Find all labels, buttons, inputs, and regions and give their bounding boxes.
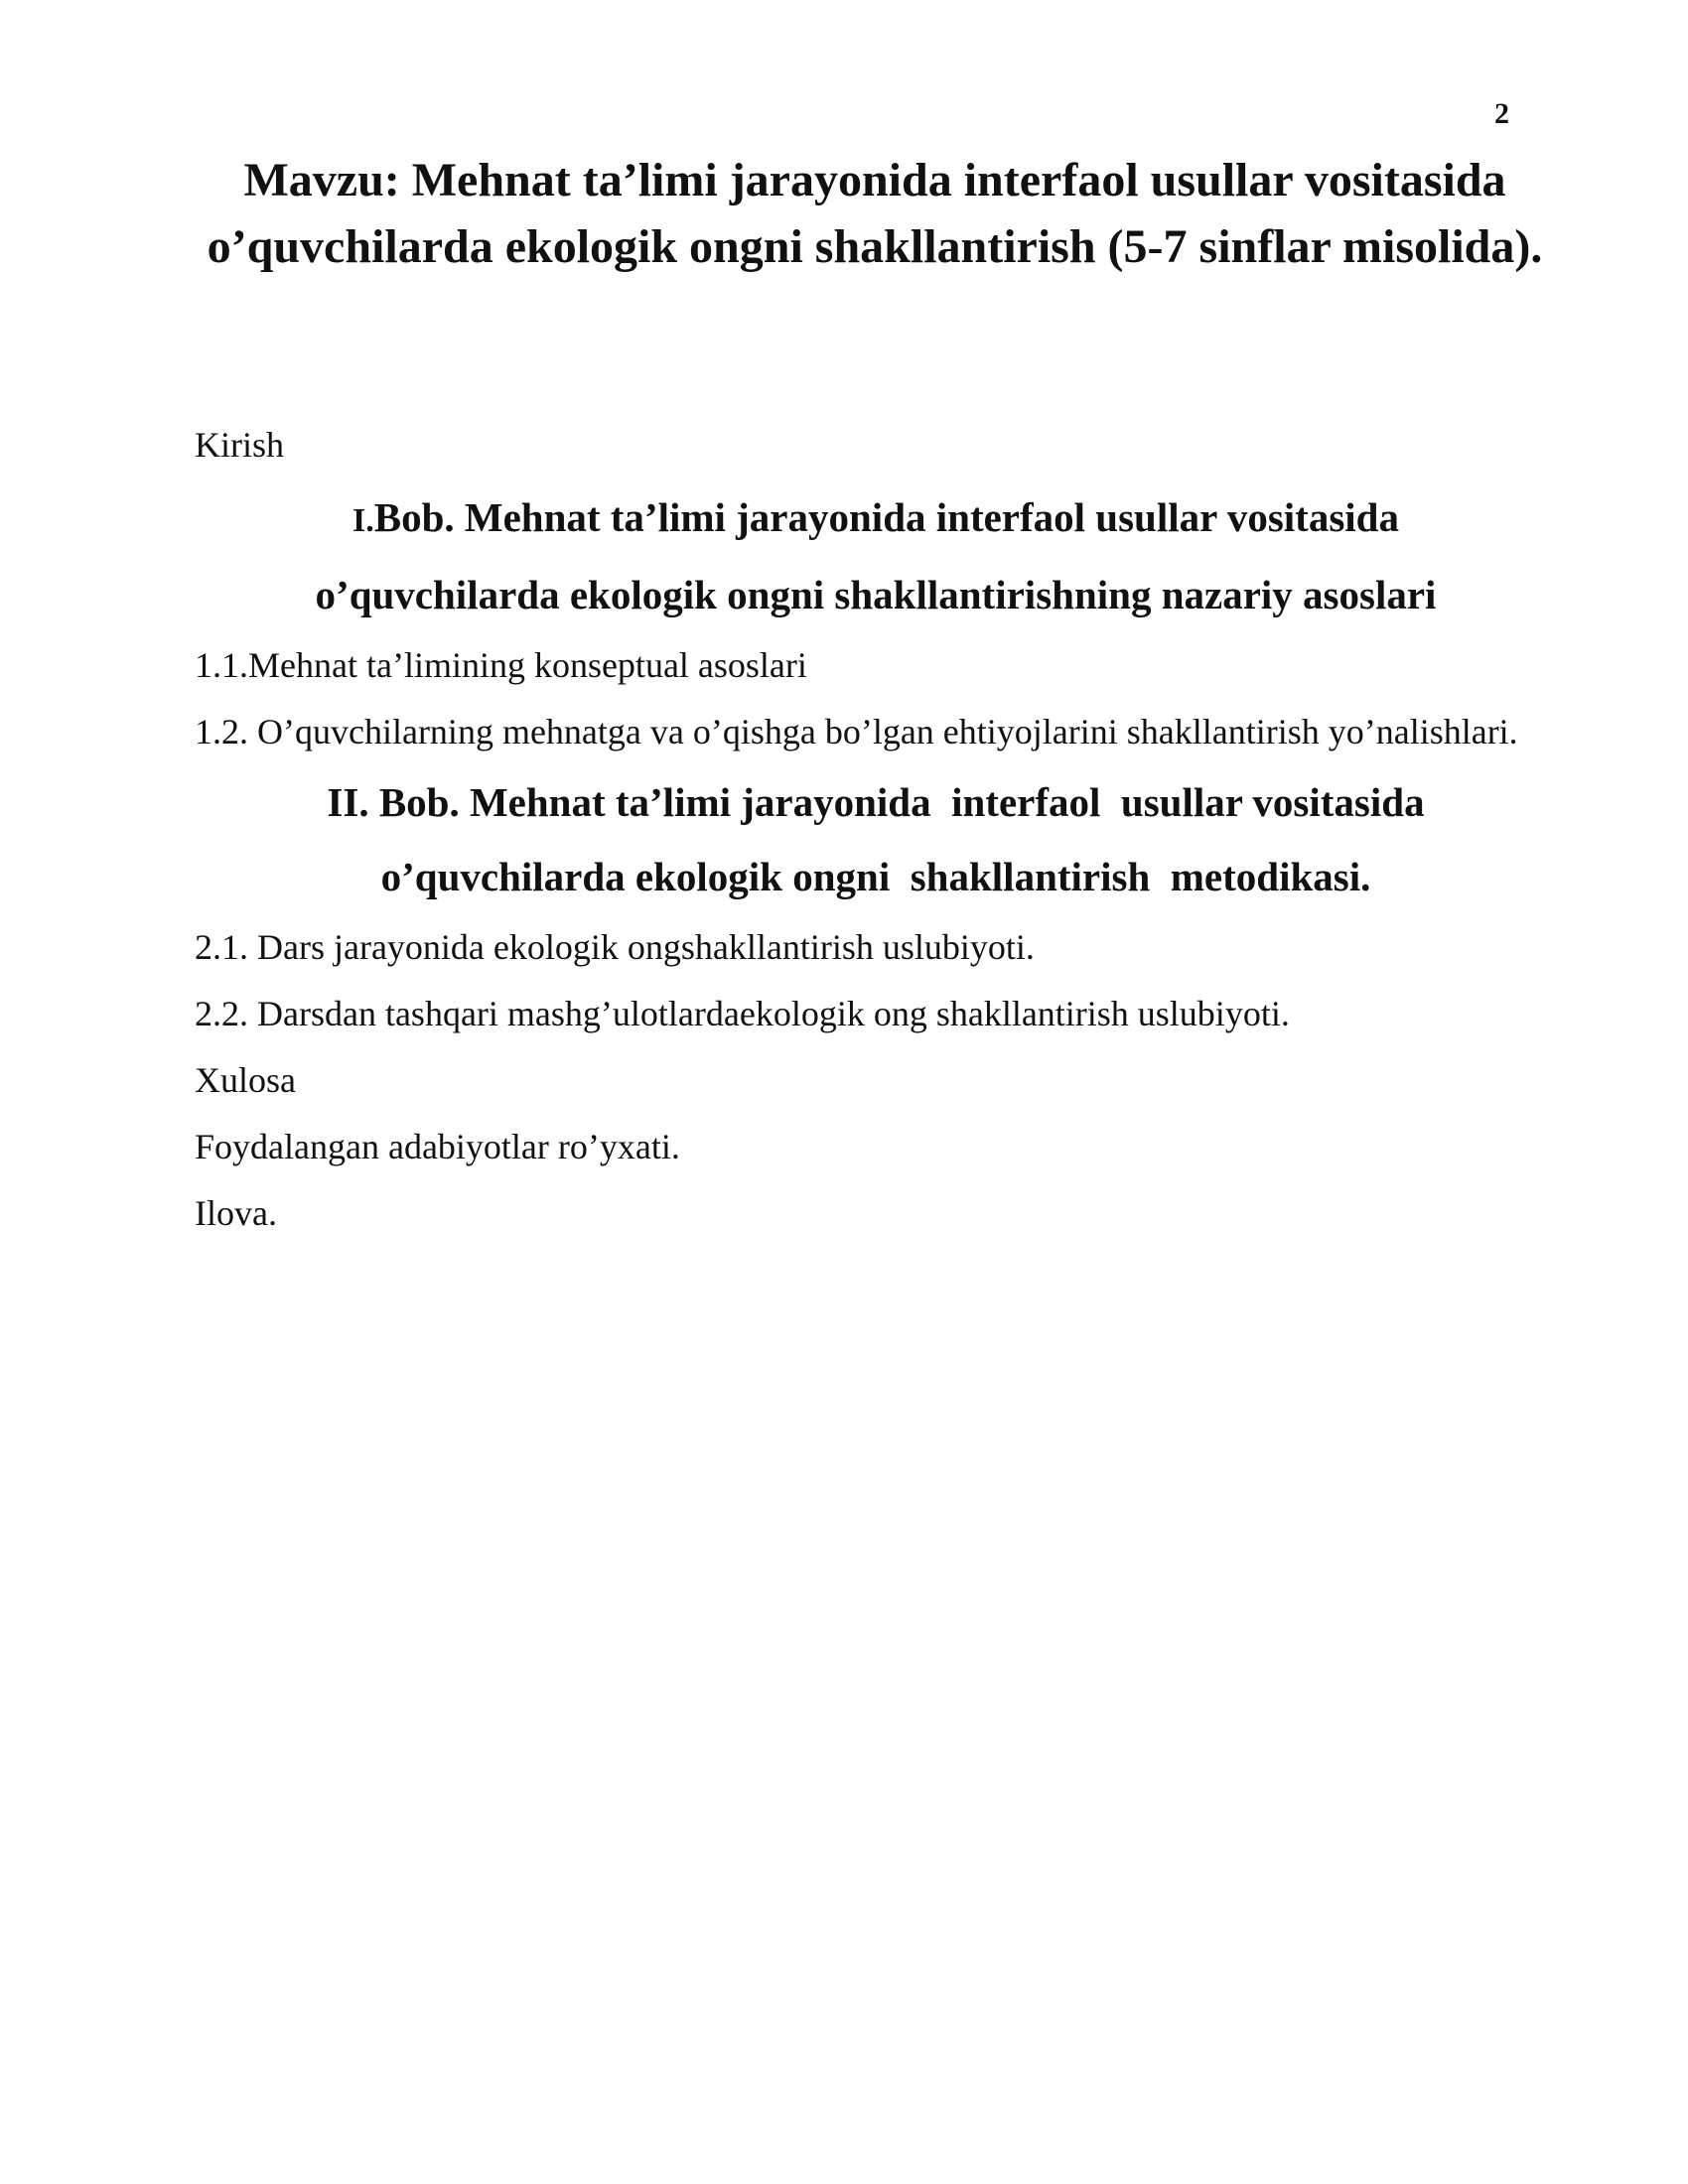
chapter-1-title-line-1: Bob. Mehnat ta’limi jarayonida interfaol usullar vositasida: [373, 494, 1399, 540]
toc-section-2-2: 2.2. Darsdan tashqari mashg’ulotlardaekologik ong shakllantirish uslubiyoti.: [195, 994, 1290, 1033]
toc-section-1-1: 1.1.Mehnat ta’limining konseptual asoslari: [195, 645, 807, 685]
page-number: 2: [1494, 97, 1509, 130]
toc-references: Foydalangan adabiyotlar ro’yxati.: [195, 1127, 680, 1166]
chapter-1-numeral: I.: [352, 502, 374, 539]
toc-section-2-1: 2.1. Dars jarayonida ekologik ongshakllantirish uslubiyoti.: [195, 927, 1035, 967]
chapter-2-title-line-2: o’quvchilarda ekologik ongni shakllantirish metodikasi.: [380, 854, 1371, 899]
chapter-1-heading: [195, 480, 1557, 558]
table-of-contents: [195, 412, 1557, 1247]
toc-conclusion: Xulosa: [195, 1060, 296, 1100]
toc-section-1-2: 1.2. O’quvchilarning mehnatga va o’qishga bo’lgan ehtiyojlarini shakllantirish yo’nalishlari.: [195, 712, 1518, 751]
chapter-1-title-line-2: o’quvchilarda ekologik ongni shakllantirishning nazariy asoslari: [315, 572, 1437, 617]
toc-appendix: Ilova.: [195, 1193, 277, 1233]
document-title: Mavzu: Mehnat ta’limi jarayonida interfaol usullar vositasida o’quvchilarda ekologik ongni shakllantirish (5-7 sinflar misolida).: [207, 154, 1543, 273]
chapter-2-title-line-1: II. Bob. Mehnat ta’limi jarayonida interfaol usullar vositasida: [327, 779, 1425, 825]
toc-intro: Kirish: [195, 425, 284, 465]
